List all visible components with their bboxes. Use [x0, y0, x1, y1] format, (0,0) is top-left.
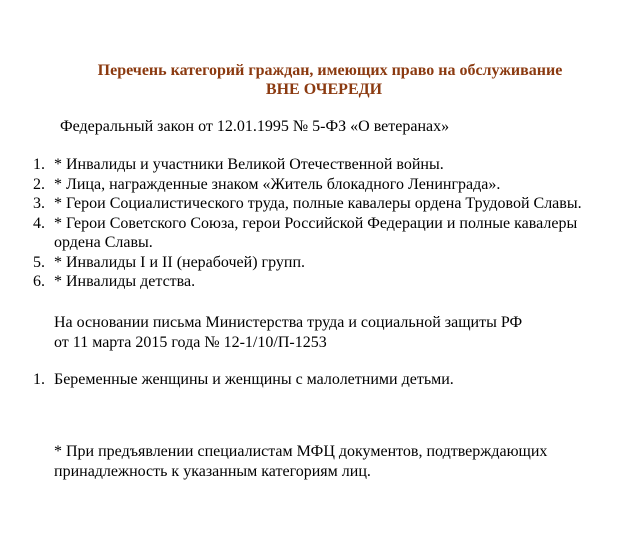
list-item-text: Беременные женщины и женщины с малолетними детьми. — [54, 371, 454, 388]
list-item-text: * Инвалиды I и II (нерабочей) групп. — [54, 253, 306, 271]
list-number: 1. — [33, 156, 45, 173]
law-reference: Федеральный закон от 12.01.1995 № 5-ФЗ «О ветеранах» — [60, 118, 450, 135]
footnote — [54, 442, 547, 481]
basis-line-2: от 11 марта 2015 года № 12-1/10/П-1253 — [54, 333, 327, 351]
list-number: 5. — [33, 253, 45, 271]
list-number: 4. — [33, 214, 45, 232]
list-number: 3. — [33, 195, 45, 212]
footnote-line-2: принадлежность к указанным категориям лиц. — [54, 462, 371, 480]
list-item — [0, 253, 640, 273]
list-item — [0, 175, 640, 195]
title-line-2: ВНЕ ОЧЕРЕДИ — [265, 81, 383, 98]
list-item-text: * Лица, награжденные знаком «Житель блокадного Ленинграда». — [54, 175, 501, 193]
list-number: 2. — [33, 175, 45, 193]
ministry-category-list — [0, 370, 640, 390]
document-title — [0, 61, 640, 99]
list-item-text-continued: ордена Славы. — [54, 234, 153, 251]
list-item-text: * Инвалиды и участники Великой Отечественной войны. — [54, 156, 444, 173]
list-item — [0, 155, 640, 175]
list-number: 6. — [33, 273, 45, 290]
list-number: 1. — [33, 371, 45, 388]
footnote-line-1: * При предъявлении специалистам МФЦ документов, подтверждающих — [54, 443, 548, 460]
list-item — [0, 272, 640, 292]
ministry-letter-basis — [54, 313, 522, 352]
list-item — [0, 194, 640, 214]
list-item-text: * Герои Социалистического труда, полные кавалеры ордена Трудовой Славы. — [54, 195, 582, 212]
list-item-text: * Инвалиды детства. — [54, 273, 196, 290]
list-item-text: * Герои Советского Союза, герои Российской Федерации и полные кавалеры — [54, 214, 578, 232]
basis-line-1: На основании письма Министерства труда и социальной защиты РФ — [54, 314, 523, 331]
list-item — [0, 370, 640, 390]
veterans-category-list — [0, 155, 640, 292]
list-item — [0, 214, 640, 253]
title-line-1: Перечень категорий граждан, имеющих право на обслуживание — [97, 62, 563, 79]
